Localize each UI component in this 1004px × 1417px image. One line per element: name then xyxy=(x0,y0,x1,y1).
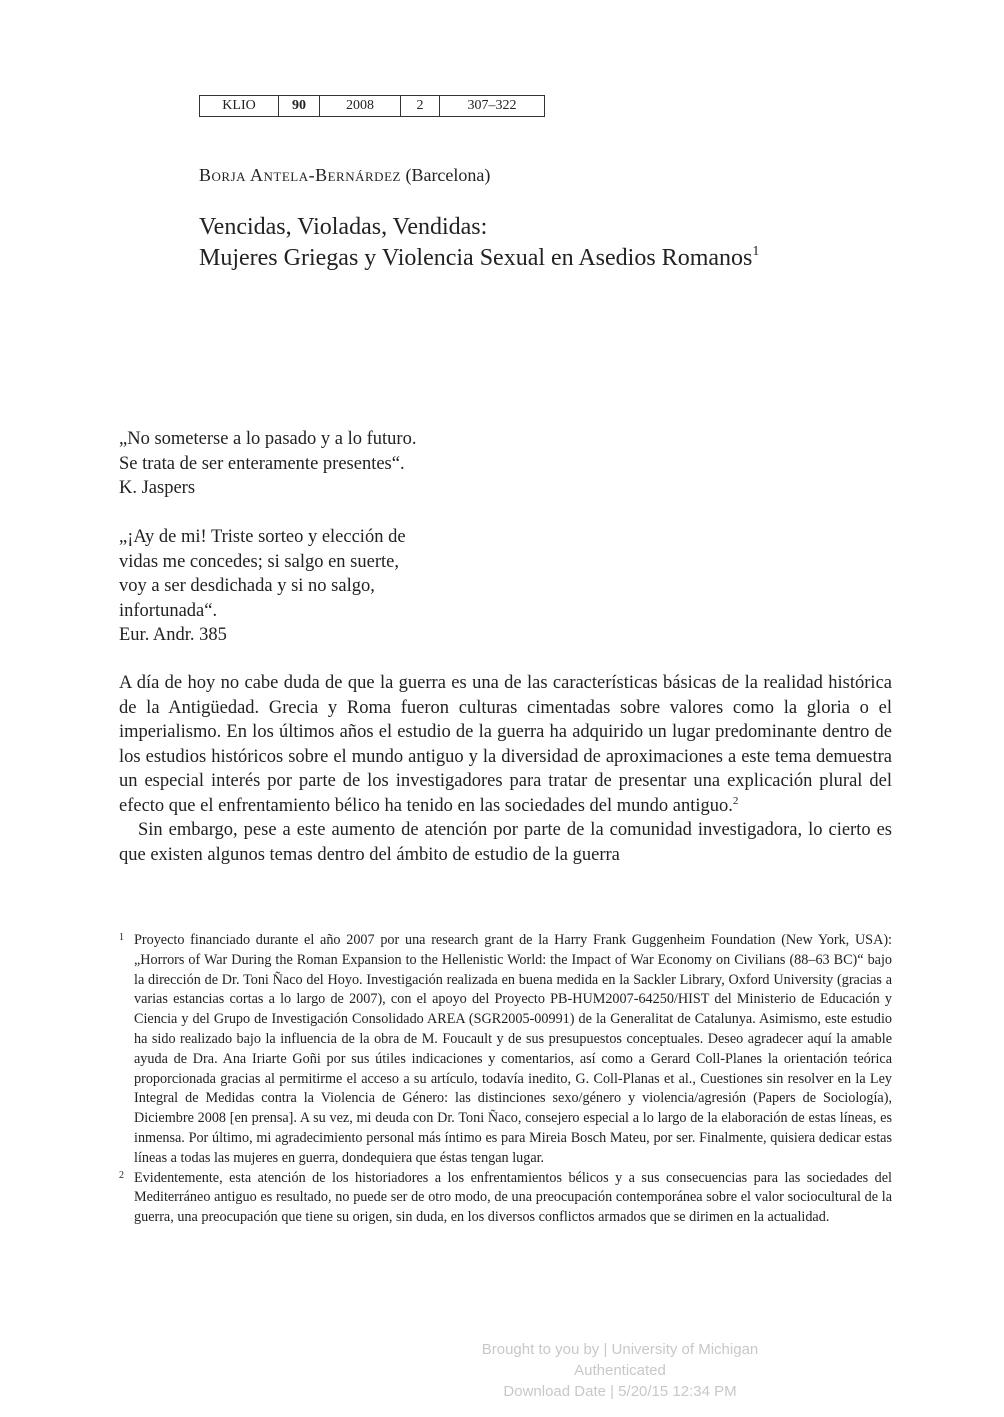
author-line xyxy=(199,165,490,186)
footnote-number: 1 xyxy=(119,932,124,943)
paragraph-1: A día de hoy no cabe duda de que la guerra es una de las características básicas de la realidad histórica de la Antigüedad. Grecia y Roma fueron culturas cimentadas sobre valores como la gloria o el imperialismo. En los últimos años el estudio de la guerra ha adquirido un lugar predominante dentro de los estudios históricos sobre el mundo antiguo y la diversidad de aproximaciones a este tema demuestra un especial interés por parte de los investigadores para tratar de presentar una explicación plural del efecto que el enfrentamiento bélico ha tenido en las sociedades del mundo antiguo.$^2$ xyxy=(119,673,892,816)
journal-pages: 307–322 xyxy=(440,96,545,117)
journal-name: KLIO xyxy=(200,96,279,117)
watermark-line-2: Authenticated xyxy=(574,1362,666,1379)
epigraph-line: „No someterse a lo pasado y a lo futuro. xyxy=(119,429,417,449)
footnote-text: Proyecto financiado durante el año 2007 por una research grant de la Harry Frank Guggenheim Foundation (New York, USA): „Horrors of War During the Roman Expansion to the Hellenistic World: the Impact of War Economy on Civilians (88–63 BC)“ bajo la dirección de Dr. Toni Ñaco del Hoyo. Investigación realizada en buena medida en la Sackler Library, Oxford University (gracias a varias estancias cortas a lo largo de 2007), con el apoyo del Proyecto PB-HUM2007-64250/HIST del Ministerio de Educación y Ciencia y del Grupo de Investigación Consolidado AREA (SGR2005-00991) de la Generalitat de Catalunya. Asimismo, este estudio ha sido realizado bajo la influencia de la obra de M. Foucault y de sus presupuestos conceptuales. Deseo agradecer aquí la amable ayuda de Dra. Ana Iriarte Goñi por sus útiles indicaciones y comentarios, así como a Gerard Coll-Planes la orientación teórica proporcionada gracias al permitirme el acceso a su artículo, todavía inedito, G. Coll-Planas et al., Cuestiones sin resolver en la Ley Integral de Medidas contra la Violencia de Género: las distinciones sexo/género y violencia/agresión (Papers de Sociología), Diciembre 2008 [en prensa]. A su vez, mi deuda con Dr. Toni Ñaco, consejero especial a lo largo de la elaboración de estas líneas, es inmensa. Por último, mi agradecimiento personal más íntimo es para Mireia Bosch Mateu, por ser. Finalmente, quisiera dedicar estas líneas a todas las mujeres en guerra, dondequiera que éstas tengan lugar. xyxy=(134,932,892,1166)
epigraph-line: voy a ser desdichada y si no salgo, xyxy=(119,576,375,596)
author-name: Borja Antela-Bernárdez xyxy=(199,165,401,185)
epigraph-attribution: K. Jaspers xyxy=(119,478,196,498)
footnote-ref-2[interactable]: 2 xyxy=(732,794,739,807)
journal-header-table xyxy=(199,95,545,117)
title-footnote-ref[interactable]: 1 xyxy=(752,244,760,259)
epigraph-attribution: Eur. Andr. 385 xyxy=(119,625,227,645)
epigraph-line: vidas me concedes; si salgo en suerte, xyxy=(119,551,399,572)
journal-year: 2008 xyxy=(320,96,401,117)
epigraph-jaspers xyxy=(119,427,416,501)
footnote-2 xyxy=(119,1169,892,1228)
article-title xyxy=(199,212,759,274)
paragraph-2: Sin embargo, pese a este aumento de atención por parte de la comunidad investigadora, lo cierto es que existen algunos temas dentro del ámbito de estudio de la guerra xyxy=(119,820,892,865)
footnotes xyxy=(119,931,892,1228)
footnote-text: Evidentemente, esta atención de los historiadores a los enfrentamientos bélicos y a sus consecuencias para las sociedades del Mediterráneo antiguo es resultado, no puede ser de otro modo, de una preocupación contemporánea sobre el valor sociocultural de la guerra, una preocupación que tiene su origen, sin duda, en los diversos conflictos armados que se dirimen en la actualidad. xyxy=(134,1169,892,1226)
author-location: (Barcelona) xyxy=(405,165,491,185)
footnote-1 xyxy=(119,931,892,1169)
epigraph-euripides xyxy=(119,525,406,648)
title-line-1: Vencidas, Violadas, Vendidas: xyxy=(199,214,488,240)
watermark-line-3: Download Date | 5/20/15 12:34 PM xyxy=(503,1383,737,1400)
epigraph-line: infortunada“. xyxy=(119,600,218,621)
download-watermark xyxy=(420,1339,820,1402)
epigraph-line: „¡Ay de mi! Triste sorteo y elección de xyxy=(119,527,406,547)
journal-issue: 2 xyxy=(401,96,440,117)
journal-volume: 90 xyxy=(279,96,320,117)
epigraph-line: Se trata de ser enteramente presentes“. xyxy=(119,453,405,474)
body-text xyxy=(119,671,892,867)
title-line-2: Mujeres Griegas y Violencia Sexual en Asedios Romanos$^1$ xyxy=(199,244,760,271)
footnote-number: 2 xyxy=(119,1169,124,1181)
watermark-line-1: Brought to you by | University of Michigan xyxy=(481,1341,759,1358)
